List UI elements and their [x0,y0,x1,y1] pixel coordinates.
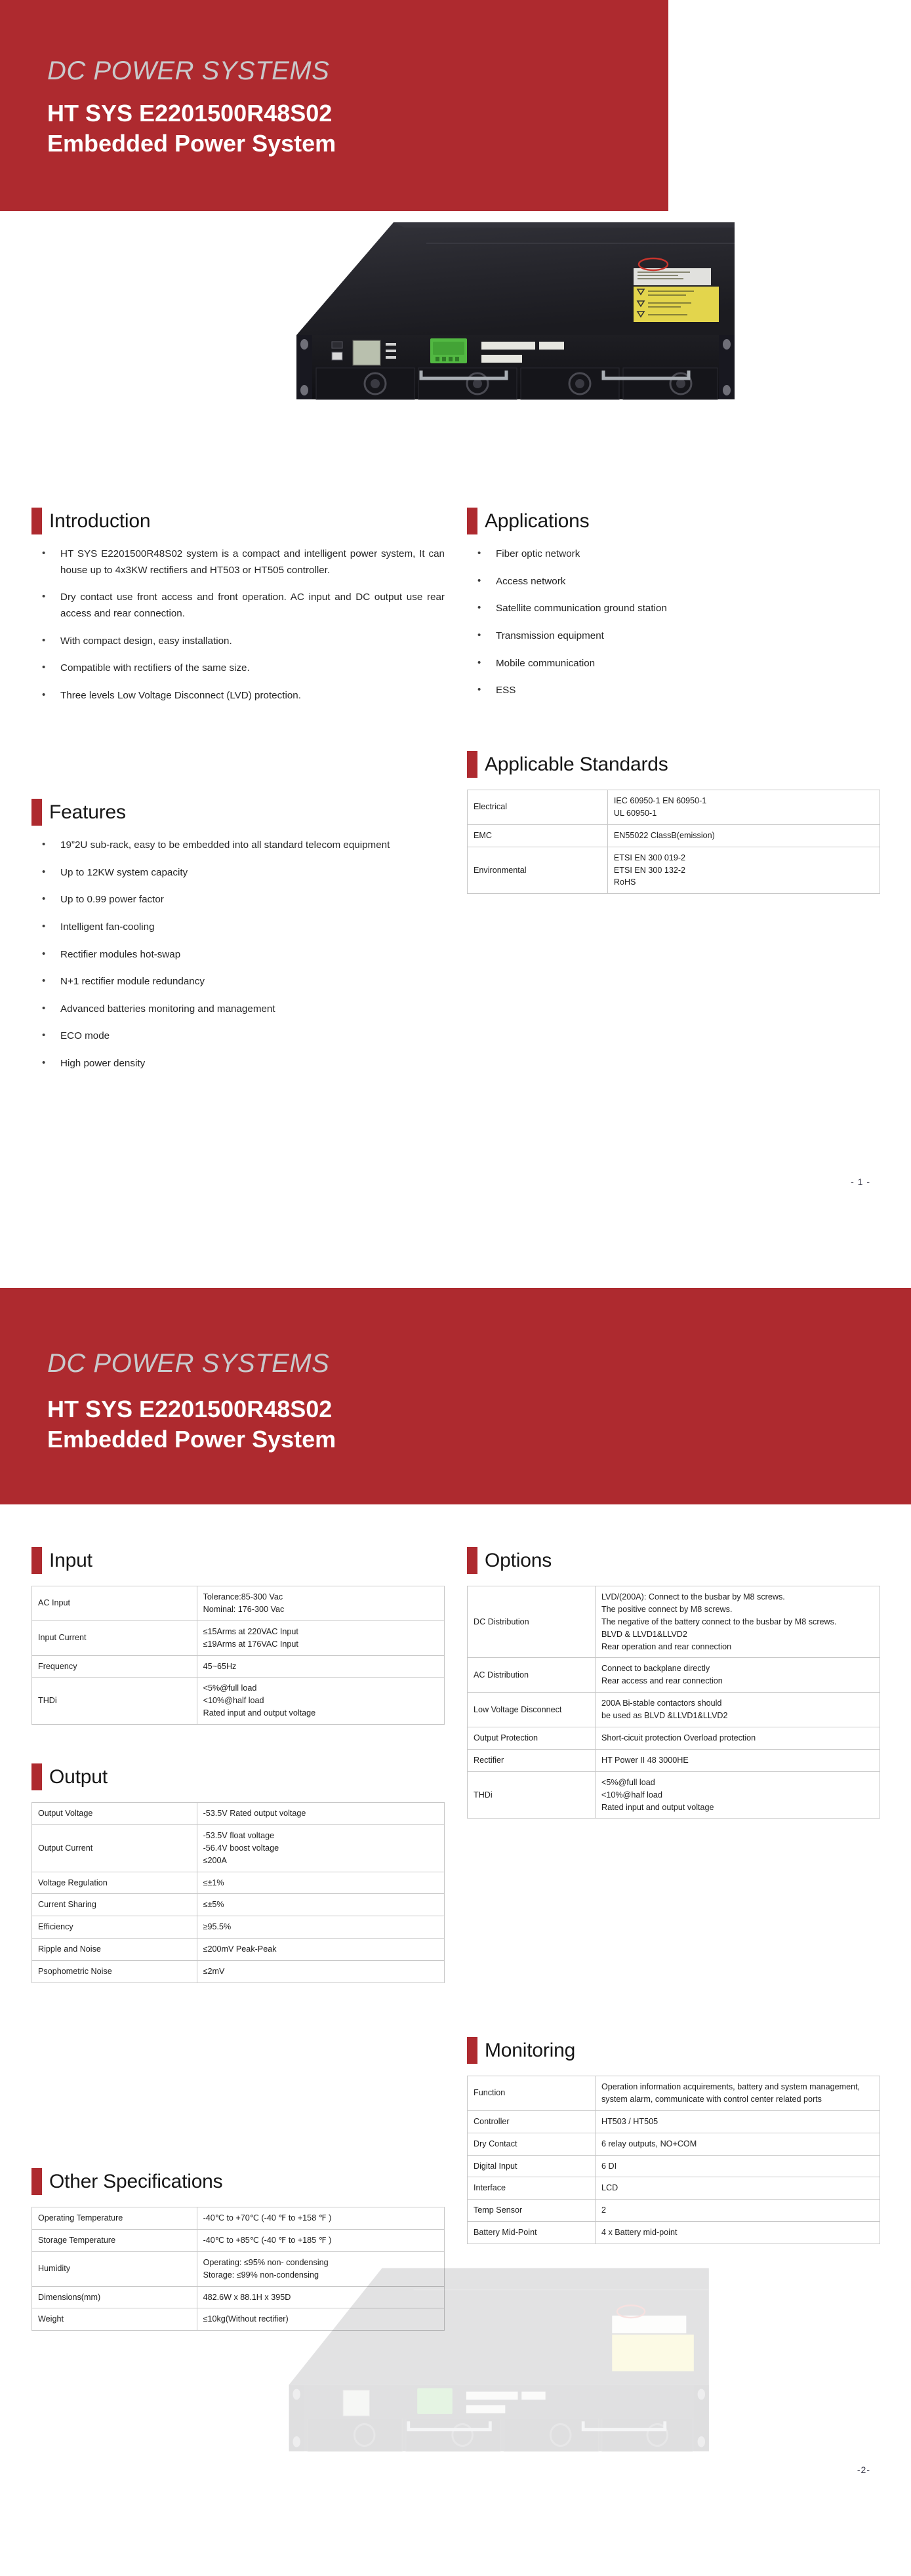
section-title: Input [49,1549,92,1571]
value-line: -53.5V float voltage [203,1830,275,1840]
table-row [468,1658,880,1693]
list-item: • Satellite communication ground station [467,601,880,617]
value-line: ≤15Arms at 220VAC Input [203,1626,298,1636]
accent-bar-icon [467,751,477,778]
accent-bar-icon [31,2168,42,2195]
section-title: Features [49,801,126,823]
accent-bar-icon [31,508,42,534]
value-line: 45~65Hz [203,1661,237,1671]
product-watermark [269,2259,721,2455]
accent-bar-icon [31,1547,42,1574]
table-cell-value [595,1586,880,1658]
value-line: Operation information acquirements, battery and system management, system alarm, communicate with control center related ports [601,2082,860,2104]
table-cell-value [197,1678,444,1725]
list-item: • Dry contact use front access and front operation. AC input and DC output use rear access and rear connection. [31,590,445,622]
applications-section [467,508,880,710]
table-cell-value [595,2155,880,2177]
table-cell-value [595,2222,880,2244]
table-row [32,1824,445,1872]
value-line: be used as BLVD &LLVD1&LLVD2 [601,1711,728,1721]
list-item: • ECO mode [31,1028,445,1045]
value-line: Storage: ≤99% non-condensing [203,2270,319,2280]
table-cell-value [595,1727,880,1750]
value-line: ≤2mV [203,1967,225,1977]
value-line: ≤19Arms at 176VAC Input [203,1639,298,1649]
value-line: ≤±1% [203,1878,224,1887]
table-row [468,2076,880,2111]
table-cell-value [595,1693,880,1727]
table-cell-key: Rectifier [468,1749,596,1771]
list-item: • HT SYS E2201500R48S02 system is a compact and intelligent power system, It can house up to 4x3KW rectifiers and HT503 or HT505 controller. [31,546,445,578]
table-cell-key: Input Current [32,1620,197,1655]
product-title [47,98,336,159]
applications-list [467,546,880,699]
applicable-standards-section [467,751,880,894]
list-item: • Up to 0.99 power factor [31,892,445,908]
value-line: <5%@full load [601,1777,655,1787]
value-line: Rear operation and rear connection [601,1641,732,1651]
table-cell-key: Frequency [32,1655,197,1678]
output-table [31,1802,445,1983]
table-row [32,1916,445,1939]
list-item: • N+1 rectifier module redundancy [31,974,445,990]
value-line: ≤±5% [203,1900,224,1910]
value-line: EN55022 ClassB(emission) [613,830,715,840]
table-cell-value [595,2200,880,2222]
table-cell-key: Battery Mid-Point [468,2222,596,2244]
table-cell-key: Dimensions(mm) [32,2286,197,2308]
table-cell-key: Temp Sensor [468,2200,596,2222]
list-item: • Intelligent fan-cooling [31,919,445,936]
value-line: HT Power II 48 3000HE [601,1755,689,1765]
product-photo-svg [275,213,748,403]
list-item: • Three levels Low Voltage Disconnect (LVD) protection. [31,688,445,704]
table-cell-key: Controller [468,2110,596,2133]
table-row [468,2200,880,2222]
list-item: • Transmission equipment [467,628,880,645]
accent-bar-icon [31,799,42,826]
table-cell-value [197,1655,444,1678]
table-cell-value [197,1824,444,1872]
table-cell-key: THDi [32,1678,197,1725]
table-cell-key: Electrical [468,790,608,825]
table-row [468,1727,880,1750]
value-line: LVD/(200A): Connect to the busbar by M8 screws. [601,1592,785,1601]
brand-eyebrow: DC POWER SYSTEMS [47,1349,330,1378]
value-line: -53.5V Rated output voltage [203,1809,306,1818]
accent-bar-icon [467,508,477,534]
value-line: ≤200mV Peak-Peak [203,1944,277,1954]
value-line: -56.4V boost voltage [203,1843,279,1853]
table-cell-value [595,1658,880,1693]
table-row [468,790,880,825]
value-line: <10%@half load [203,1696,264,1706]
introduction-section [31,508,445,715]
table-row [32,1894,445,1916]
value-line: Operating: ≤95% non- condensing [203,2257,329,2267]
monitoring-table [467,2076,880,2244]
list-item: • 19”2U sub-rack, easy to be embedded into all standard telecom equipment [31,837,445,854]
table-cell-key: Weight [32,2308,197,2331]
table-cell-key: Digital Input [468,2155,596,2177]
table-cell-key: Dry Contact [468,2133,596,2155]
table-cell-value [607,824,880,847]
value-line: The positive connect by M8 screws. [601,1604,733,1614]
value-line: BLVD & LLVD1&LLVD2 [601,1629,687,1639]
table-cell-value [197,1961,444,1983]
value-line: Rated input and output voltage [203,1708,316,1718]
table-row [468,824,880,847]
table-cell-value [595,2177,880,2200]
table-cell-key: Ripple and Noise [32,1939,197,1961]
table-cell-value [197,1803,444,1825]
table-row [32,1678,445,1725]
table-cell-key: Interface [468,2177,596,2200]
list-item: • Rectifier modules hot-swap [31,947,445,963]
table-cell-value [197,1939,444,1961]
table-row [32,2207,445,2230]
output-heading [31,1763,445,1790]
table-cell-key: AC Distribution [468,1658,596,1693]
table-row [468,1693,880,1727]
options-table [467,1586,880,1819]
applications-heading [467,508,880,534]
table-cell-key: DC Distribution [468,1586,596,1658]
table-row [32,1872,445,1894]
introduction-list [31,546,445,704]
introduction-heading [31,508,445,534]
datasheet-page-2 [0,1288,911,2576]
table-cell-value [607,790,880,825]
value-line: ≤10kg(Without rectifier) [203,2314,289,2324]
options-heading [467,1547,880,1574]
table-cell-value [197,1620,444,1655]
features-list [31,837,445,1072]
table-cell-value [197,2229,444,2251]
section-title: Applicable Standards [485,753,668,775]
table-cell-key: Environmental [468,847,608,894]
table-row [32,1655,445,1678]
value-line: Nominal: 176-300 Vac [203,1604,285,1614]
table-cell-value [197,2207,444,2230]
table-cell-key: Efficiency [32,1916,197,1939]
table-cell-key: Output Voltage [32,1803,197,1825]
section-title: Other Specifications [49,2170,223,2192]
list-item: • ESS [467,683,880,699]
value-line: ETSI EN 300 019-2 [613,853,686,862]
list-item: • Mobile communication [467,656,880,672]
list-item: • Compatible with rectifiers of the same size. [31,660,445,677]
table-row [32,1620,445,1655]
value-line: HT503 / HT505 [601,2116,658,2126]
value-line: -40℃ to +70℃ (-40 ℉ to +158 ℉ ) [203,2213,332,2223]
accent-bar-icon [31,1763,42,1790]
table-cell-value [595,2133,880,2155]
value-line: Connect to backplane directly [601,1664,710,1674]
value-line: UL 60950-1 [613,808,657,818]
section-title: Options [485,1549,552,1571]
value-line: ≥95.5% [203,1922,232,1932]
value-line: Rear access and rear connection [601,1676,723,1686]
list-item: • Fiber optic network [467,546,880,563]
product-watermark-svg [269,2259,721,2455]
value-line: RoHS [613,877,636,887]
table-row [32,1803,445,1825]
value-line: IEC 60950-1 EN 60950-1 [613,796,707,805]
table-row [468,2155,880,2177]
product-title-line2: Embedded Power System [47,1426,336,1453]
product-title-line2: Embedded Power System [47,130,336,157]
table-row [32,2229,445,2251]
product-title [47,1394,336,1455]
table-cell-value [197,1916,444,1939]
value-line: <5%@full load [203,1683,257,1693]
table-cell-key: AC Input [32,1586,197,1621]
table-cell-key: Current Sharing [32,1894,197,1916]
table-cell-key: Operating Temperature [32,2207,197,2230]
monitoring-section [467,2037,880,2244]
options-section [467,1547,880,1819]
value-line: Rated input and output voltage [601,1802,714,1812]
table-row [468,1771,880,1819]
value-line: Tolerance:85-300 Vac [203,1592,283,1601]
applicable-standards-heading [467,751,880,778]
value-line: 6 DI [601,2161,617,2171]
table-cell-key: THDi [468,1771,596,1819]
output-section [31,1763,445,1983]
value-line: 2 [601,2205,606,2215]
accent-bar-icon [467,2037,477,2064]
table-cell-value [607,847,880,894]
list-item: • Access network [467,574,880,590]
value-line: <10%@half load [601,1790,662,1800]
input-heading [31,1547,445,1574]
value-line: LCD [601,2183,618,2193]
page-number: -2- [857,2465,870,2475]
page-number: - 1 - [851,1177,870,1187]
table-cell-value [197,1894,444,1916]
product-title-line1: HT SYS E2201500R48S02 [47,1396,333,1422]
table-row [468,1586,880,1658]
table-row [468,1749,880,1771]
monitoring-heading [467,2037,880,2064]
table-cell-key: EMC [468,824,608,847]
table-cell-key: Psophometric Noise [32,1961,197,1983]
table-row [32,1961,445,1983]
list-item: • Advanced batteries monitoring and management [31,1001,445,1018]
table-row [468,2222,880,2244]
table-row [32,1939,445,1961]
table-cell-key: Function [468,2076,596,2111]
section-title: Output [49,1765,108,1788]
list-item: • With compact design, easy installation. [31,634,445,650]
list-item: • Up to 12KW system capacity [31,865,445,881]
value-line: The negative of the battery connect to the busbar by M8 screws. [601,1617,837,1626]
table-row [32,1586,445,1621]
value-line: ≤200A [203,1855,227,1865]
features-section [31,799,445,1083]
applicable-standards-table [467,790,880,894]
table-cell-value [197,1586,444,1621]
value-line: 4 x Battery mid-point [601,2228,678,2238]
value-line: ETSI EN 300 132-2 [613,865,686,875]
table-cell-key: Output Current [32,1824,197,1872]
table-row [468,2133,880,2155]
value-line: Short-cicuit protection Overload protection [601,1733,756,1743]
section-title: Monitoring [485,2039,576,2061]
table-row [468,2110,880,2133]
section-title: Applications [485,510,590,532]
value-line: 200A Bi-stable contactors should [601,1699,722,1708]
list-item: • High power density [31,1056,445,1072]
table-row [468,2177,880,2200]
product-title-line1: HT SYS E2201500R48S02 [47,100,333,127]
table-cell-key: Voltage Regulation [32,1872,197,1894]
value-line: 482.6W x 88.1H x 395D [203,2292,291,2302]
table-cell-value [595,1771,880,1819]
accent-bar-icon [467,1547,477,1574]
value-line: -40℃ to +85℃ (-40 ℉ to +185 ℉ ) [203,2235,332,2245]
other-specifications-heading [31,2168,445,2195]
brand-eyebrow: DC POWER SYSTEMS [47,56,330,85]
features-heading [31,799,445,826]
value-line: 6 relay outputs, NO+COM [601,2139,697,2148]
table-cell-key: Low Voltage Disconnect [468,1693,596,1727]
table-cell-value [595,2076,880,2111]
table-cell-key: Storage Temperature [32,2229,197,2251]
product-photo [275,213,748,403]
input-section [31,1547,445,1725]
table-cell-key: Output Protection [468,1727,596,1750]
table-cell-value [595,2110,880,2133]
table-cell-value [197,1872,444,1894]
table-row [468,847,880,894]
table-cell-value [595,1749,880,1771]
section-title: Introduction [49,510,151,532]
input-table [31,1586,445,1725]
table-cell-key: Humidity [32,2251,197,2286]
